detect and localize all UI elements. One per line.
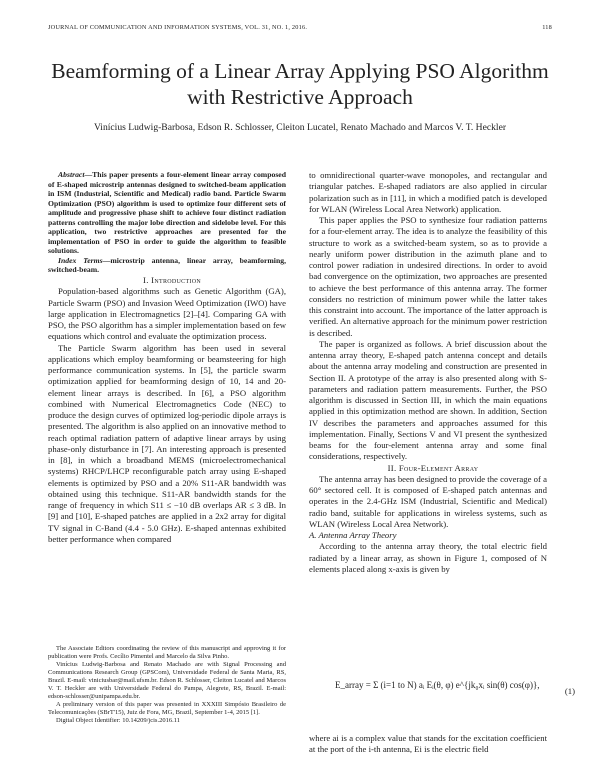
right-column-bottom (309, 733, 547, 756)
footnote-editors: The Associate Editors coordinating the review of this manuscript and approving it for publication were Profs. Cecílio Pimentel and Marcelo da Silva Pinho. (48, 645, 286, 661)
intro-paragraph-1: Population-based algorithms such as Genetic Algorithm (GA), Particle Swarm (PSO) and Invasion Weed Optimization (IWO) have large application in Electromagnetics [2]–[4]. Comparing GA with PSO, the PSO algorithm has a simpler implementation based on few equations which control and evaluate the optimization process. (48, 286, 286, 342)
index-terms-text: —microstrip antenna, linear array, beamforming, switched-beam. (48, 255, 286, 275)
left-column (48, 170, 286, 545)
footnote-affiliations: Vinícius Ludwig-Barbosa and Renato Machado are with Signal Processing and Communications Research Group (GPSCom), Universidade Federal de Santa Maria, RS, Brazil. E-mail: viniciusbar@mail.ufsm.br. Edson R. Schlosser, Cleiton Lucatel and Marcos V. T. Heckler are with Universidade Federal do Pampa, Alegrete, RS, Brazil. E-mail: edson-schlosser@unipampa.edu.br. (48, 661, 286, 701)
equation-1 (335, 680, 575, 706)
equation-number: (1) (564, 686, 575, 696)
right-paragraph-1: This paper applies the PSO to synthesize four radiation patterns for a four-element array. The idea is to analyze the feasibility of this structure to work as a switched-beam system, so as to provide a nearly uniform power distribution in the azimuth plane and to control power radiation in undesired directions. In order to avoid bad convergence on the optimization, two approaches are presented to achieve the best performance of this antenna array. The former considers no restriction of minimum power while the latter takes this constraint into account. The importance of the latter approach is verified. An alternative approach for the minimum power restriction is described. (309, 215, 547, 338)
right-paragraph-5: where ai is a complex value that stands for the excitation coefficient at the port of the i-th antenna, Ei is the electric field (309, 733, 547, 755)
abstract-text: —This paper presents a four-element linear array composed of E-shaped microstrip antennas designed to switched-beam application in ISM (Industrial, Scientific and Medical) radio band. Particle Swarm Optimization (PSO) algorithm is used to optimize four different sets of amplitude and progressive phase shift to achieve four distinct radiation patterns controlling the major lobe direction and sidelobe level. For this application, two restrictive approaches are presented for the implementation of PSO in order to guide the algorithm to feasible solutions. (48, 170, 286, 256)
right-column (309, 170, 547, 575)
paper-title: Beamforming of a Linear Array Applying PSO Algorithm with Restrictive Approach (51, 59, 549, 109)
intro-paragraph-2: The Particle Swarm algorithm has been used in several applications which employ beamforming or beamsteering for high performance communication systems. In [5], the particle swarm optimization applied for beamforming design of 10, 14 and 20-element linear arrays is described. In [6], a PSO algorithm combined with Numerical Electromagnetics Code (NEC) to produce the design curves of optimized log-periodic dipole arrays is presented. The algorithm is also applied on an innovative method to reach optimal radiation pattern of adaptive linear arrays by using phase-only disturbance in [7]. An interesting approach is presented in [8], in which a broadband MEMS (microelectromechanical systems) RHCP/LHCP reconfigurable patch array using E-shaped elements is optimized by PSO and a 20% S11-AR bandwidth was obtained using this technique. S11-AR bandwidth stands for the range of frequency in which S11 ≤ −10 dB overlaps AR ≤ 3 dB. In [9] and [10], E-shaped patches are applied in a 2x2 array for digital TV signal in C-Band (4.4 - 5.0 GHz). E-shaped antennas exhibited better performance when compared (48, 342, 286, 544)
page-number: 118 (542, 24, 552, 31)
abstract (48, 170, 286, 256)
journal-name: JOURNAL OF COMMUNICATION AND INFORMATION SYSTEMS, VOL. 31, NO. 1, 2016. (48, 24, 308, 31)
footnote-preliminary: A preliminary version of this paper was presented in XXXIII Simpósio Brasileiro de Telecomunicações (SBrT'15), Juiz de Fora, MG, Brazil, September 1-4, 2015 [1]. (48, 701, 286, 717)
section-heading-intro: I. Introduction (143, 275, 201, 286)
right-paragraph-4: According to the antenna array theory, the total electric field radiated by a linear array, as shown in Figure 1, composed of N elements placed along x-axis is given by (309, 541, 547, 574)
running-header (48, 24, 552, 31)
index-terms (48, 256, 286, 275)
right-paragraph-0: to omnidirectional quarter-wave monopoles, and rectangular and triangular patches. E-shaped radiators are also applied in circular polarization such as in [11], in which a modified patch is developed for WLAN (Wireless Local Area Network) application. (309, 170, 547, 214)
footnote-doi: Digital Object Identifier: 10.14209/jcis.2016.11 (56, 717, 180, 725)
author-list: Vinícius Ludwig-Barbosa, Edson R. Schlosser, Cleiton Lucatel, Renato Machado and Marcos V. T. Heckler (93, 122, 507, 133)
subsection-heading-array-theory: A. Antenna Array Theory (309, 530, 397, 540)
footnotes (48, 645, 286, 725)
equation-body: Σ (i=1 to N) aᵢ Eᵢ(θ, φ) e^{jk₀xᵢ sin(θ) cos(φ)}, (373, 680, 540, 690)
index-terms-label: Index Terms (58, 255, 103, 265)
section-heading-four-element: II. Four-Element Array (387, 462, 479, 473)
right-paragraph-2: The paper is organized as follows. A brief discussion about the antenna array theory, E-shaped patch antenna concept and details about the antenna array modeling and construction are presented in Section II. A prototype of the array is also presented along with S-parameters and radiation pattern measurements. Further, the PSO algorithm is discussed in Section III, in which the main equations applied in this optimization method are shown. In addition, Section IV describes the parameters and approaches assumed for this implementation. Finally, Sections V and VI present the synthesized beams for the four-element antenna array and some final considerations, respectively. (309, 338, 547, 462)
abstract-label: Abstract (58, 170, 85, 179)
right-paragraph-3: The antenna array has been designed to provide the coverage of a 60° sectored cell. It is composed of E-shaped patch antennas and operates in the 2.4-GHz ISM (Industrial, Scientific and Medical) radio band, suitable for applications in wireless systems, such as WLAN (Wireless Local Area Network). (309, 473, 547, 529)
equation-lhs: E_array = (335, 680, 371, 690)
